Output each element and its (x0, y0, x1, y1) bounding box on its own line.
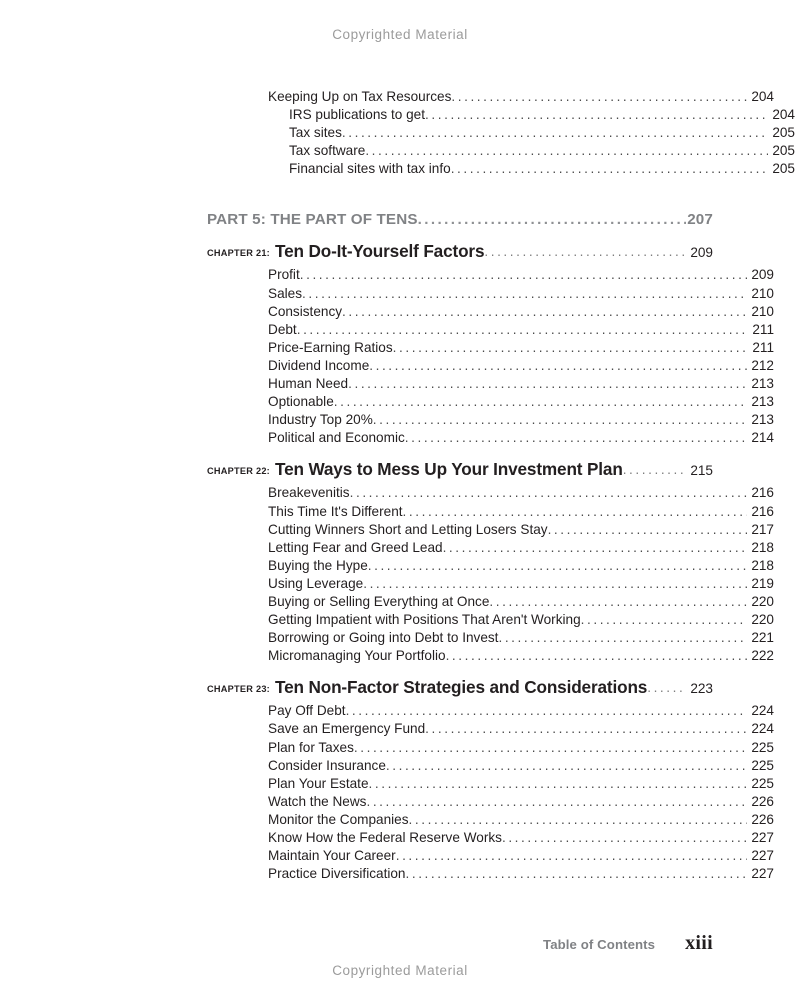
toc-entry-page: 225 (751, 775, 774, 791)
toc-entry-page: 226 (751, 793, 774, 809)
toc-entry[interactable] (268, 303, 774, 321)
dot-leader (348, 375, 747, 389)
toc-entry[interactable] (268, 484, 774, 502)
chapter-page: 215 (690, 463, 713, 479)
toc-entry[interactable] (268, 847, 774, 865)
dot-leader (451, 160, 768, 174)
toc-entry[interactable] (268, 503, 774, 521)
toc-section-heading[interactable] (268, 88, 774, 106)
toc-entry[interactable] (268, 539, 774, 557)
toc-entry-page: 226 (751, 811, 774, 827)
toc-entry-page: 221 (751, 630, 774, 646)
toc-entry-label: Practice Diversification (268, 866, 406, 882)
dot-leader (623, 460, 686, 476)
toc-entry-page: 205 (772, 143, 795, 159)
toc-entry[interactable] (268, 611, 774, 629)
toc-subentry[interactable] (289, 124, 795, 142)
dot-leader (484, 242, 686, 258)
toc-entry-label: Breakevenitis (268, 485, 350, 501)
toc-entry-page: 219 (751, 575, 774, 591)
toc-entry[interactable] (268, 357, 774, 375)
toc-entry-label: Plan Your Estate (268, 775, 369, 791)
toc-chapter-heading[interactable] (207, 241, 713, 264)
dot-leader (443, 539, 747, 553)
toc-entry[interactable] (268, 593, 774, 611)
footer-page-number: xiii (685, 932, 713, 954)
toc-entry-label: Monitor the Companies (268, 811, 409, 827)
toc-entry-page: 209 (751, 267, 774, 283)
dot-leader (446, 647, 747, 661)
copyrighted-material-watermark-top: Copyrighted Material (332, 27, 468, 42)
toc-entry-page: 214 (751, 430, 774, 446)
toc-entry[interactable] (268, 411, 774, 429)
toc-entry[interactable] (268, 757, 774, 775)
dot-leader (346, 702, 747, 716)
toc-entry-label: Tax software (289, 143, 366, 159)
dot-leader (342, 124, 768, 138)
toc-entry[interactable] (268, 575, 774, 593)
toc-entry-page: 224 (751, 721, 774, 737)
toc-entry[interactable] (268, 811, 774, 829)
toc-entry[interactable] (268, 266, 774, 284)
toc-part-heading[interactable] (207, 211, 713, 229)
dot-leader (581, 611, 747, 625)
dot-leader (409, 811, 747, 825)
toc-entry[interactable] (268, 775, 774, 793)
toc-entry-label: IRS publications to get (289, 107, 426, 123)
dot-leader (369, 357, 747, 371)
toc-chapter-heading[interactable] (207, 677, 713, 700)
chapter-number-label: CHAPTER 21: (207, 248, 270, 259)
dot-leader (425, 106, 768, 120)
toc-entry[interactable] (268, 521, 774, 539)
toc-entry[interactable] (268, 739, 774, 757)
toc-entry[interactable] (268, 720, 774, 738)
toc-entry-page: 225 (751, 757, 774, 773)
toc-entry-page: 216 (751, 503, 774, 519)
toc-entry-page: 205 (772, 125, 795, 141)
chapter-page: 209 (690, 245, 713, 261)
toc-entry[interactable] (268, 829, 774, 847)
toc-entry-label: Profit (268, 267, 300, 283)
dot-leader (386, 757, 747, 771)
toc-entry[interactable] (268, 321, 774, 339)
dot-leader (354, 739, 747, 753)
toc-entry-page: 218 (751, 539, 774, 555)
toc-entry-page: 213 (751, 412, 774, 428)
toc-entry-label: Maintain Your Career (268, 848, 396, 864)
toc-entry-page: 218 (751, 557, 774, 573)
toc-entry-page: 213 (751, 394, 774, 410)
dot-leader (363, 575, 747, 589)
toc-entry-label: Plan for Taxes (268, 739, 354, 755)
dot-leader (405, 429, 747, 443)
dot-leader (369, 775, 747, 789)
toc-entry-page: 205 (772, 161, 795, 177)
toc-entry-page: 227 (751, 830, 774, 845)
toc-entry-page: 213 (751, 376, 774, 392)
toc-entry-label: Optionable (268, 394, 334, 410)
dot-leader (334, 393, 747, 407)
dot-leader (297, 321, 747, 335)
chapter-number-label: CHAPTER 22: (207, 466, 270, 477)
dot-leader (451, 88, 747, 102)
toc-entry-label: Getting Impatient with Positions That Aren't Working (268, 612, 581, 628)
dot-leader (406, 865, 748, 879)
part-page: 207 (687, 211, 713, 229)
dot-leader (373, 411, 747, 425)
toc-entry[interactable] (268, 702, 774, 720)
toc-entry-label: Using Leverage (268, 575, 364, 591)
dot-leader (502, 829, 747, 843)
toc-entry-label: Debt (268, 321, 297, 337)
toc-entry-page: 222 (751, 648, 774, 664)
dot-leader (350, 484, 747, 498)
toc-entry-page: 210 (751, 303, 774, 319)
toc-entry-label: Industry Top 20% (268, 412, 373, 428)
toc-entry-page: 204 (772, 107, 795, 123)
toc-entry-label: Buying the Hype (268, 557, 368, 573)
toc-subentry[interactable] (289, 106, 795, 124)
toc-entry-label: Human Need (268, 376, 349, 392)
toc-entry-label: Micromanaging Your Portfolio (268, 648, 446, 664)
toc-entry[interactable] (268, 865, 774, 883)
toc-entry-label: Political and Economic (268, 430, 405, 446)
toc-entry-label: Dividend Income (268, 357, 370, 373)
dot-leader (548, 521, 747, 535)
footer-section-title: Table of Contents (543, 937, 656, 952)
chapter-number-label: CHAPTER 23: (207, 684, 270, 695)
toc-entry[interactable] (268, 647, 774, 665)
toc-entry[interactable] (268, 285, 774, 303)
chapter-page: 223 (690, 681, 713, 697)
dot-leader (489, 593, 747, 607)
toc-entry-label: Tax sites (289, 125, 342, 141)
dot-leader (366, 793, 747, 807)
toc-entry[interactable] (268, 557, 774, 575)
chapter-title: Ten Ways to Mess Up Your Investment Plan (275, 459, 623, 480)
dot-leader (498, 629, 747, 643)
toc-subentry[interactable] (289, 160, 795, 178)
toc-entry-page: 225 (751, 739, 774, 755)
dot-leader (396, 847, 747, 861)
toc-entry-label: Financial sites with tax info (289, 161, 451, 177)
dot-leader (365, 142, 768, 156)
toc-entry[interactable] (268, 429, 774, 447)
toc-entry-label: Consider Insurance (268, 757, 386, 773)
toc-entry-page: 227 (751, 848, 774, 864)
toc-entry-label: Borrowing or Going into Debt to Invest (268, 630, 499, 646)
toc-entry[interactable] (268, 629, 774, 647)
dot-leader (403, 503, 747, 517)
dot-leader (418, 211, 686, 226)
dot-leader (300, 266, 747, 280)
toc-entry-page: 217 (751, 521, 774, 537)
toc-entry-label: This Time It's Different (268, 503, 403, 519)
toc-entry-label: Consistency (268, 303, 343, 319)
table-of-contents-list (207, 88, 795, 883)
toc-entry-label: Letting Fear and Greed Lead (268, 539, 443, 555)
dot-leader (393, 339, 747, 353)
toc-entry-label: Price-Earning Ratios (268, 339, 393, 355)
toc-entry-label: Keeping Up on Tax Resources (268, 89, 452, 104)
dot-leader (302, 285, 747, 299)
chapter-title: Ten Non-Factor Strategies and Considerations (275, 677, 648, 698)
dot-leader (368, 557, 747, 571)
toc-entry-label: Watch the News (268, 793, 367, 809)
toc-entry-label: Know How the Federal Reserve Works (268, 830, 502, 845)
toc-entry-label: Pay Off Debt (268, 703, 346, 719)
dot-leader (647, 678, 686, 694)
toc-entry[interactable] (268, 393, 774, 411)
toc-entry-page: 220 (751, 593, 774, 609)
dot-leader (342, 303, 747, 317)
toc-entry-page: 211 (752, 339, 774, 355)
toc-chapter-heading[interactable] (207, 459, 713, 482)
toc-entry-page: 212 (751, 357, 774, 373)
toc-subentry[interactable] (289, 142, 795, 160)
toc-entry[interactable] (268, 339, 774, 357)
toc-entry-page: 224 (751, 703, 774, 719)
toc-entry-page: 216 (751, 485, 774, 501)
chapter-title: Ten Do-It-Yourself Factors (275, 241, 485, 262)
toc-entry-page: 210 (751, 285, 774, 301)
toc-entry-page: 220 (751, 612, 774, 628)
dot-leader (425, 720, 747, 734)
toc-entry-label: Cutting Winners Short and Letting Losers Stay (268, 521, 548, 537)
toc-entry-label: Save an Emergency Fund (268, 721, 426, 737)
copyrighted-material-watermark-bottom: Copyrighted Material (332, 963, 468, 978)
part-label: PART 5: THE PART OF TENS (207, 211, 418, 229)
toc-entry-page: 227 (751, 866, 774, 882)
toc-entry-label: Buying or Selling Everything at Once (268, 593, 490, 609)
toc-entry[interactable] (268, 375, 774, 393)
toc-entry[interactable] (268, 793, 774, 811)
chapter-list (207, 241, 774, 883)
toc-entry-page: 204 (751, 89, 774, 104)
toc-entry-page: 211 (752, 321, 774, 337)
toc-entry-label: Sales (268, 285, 303, 301)
